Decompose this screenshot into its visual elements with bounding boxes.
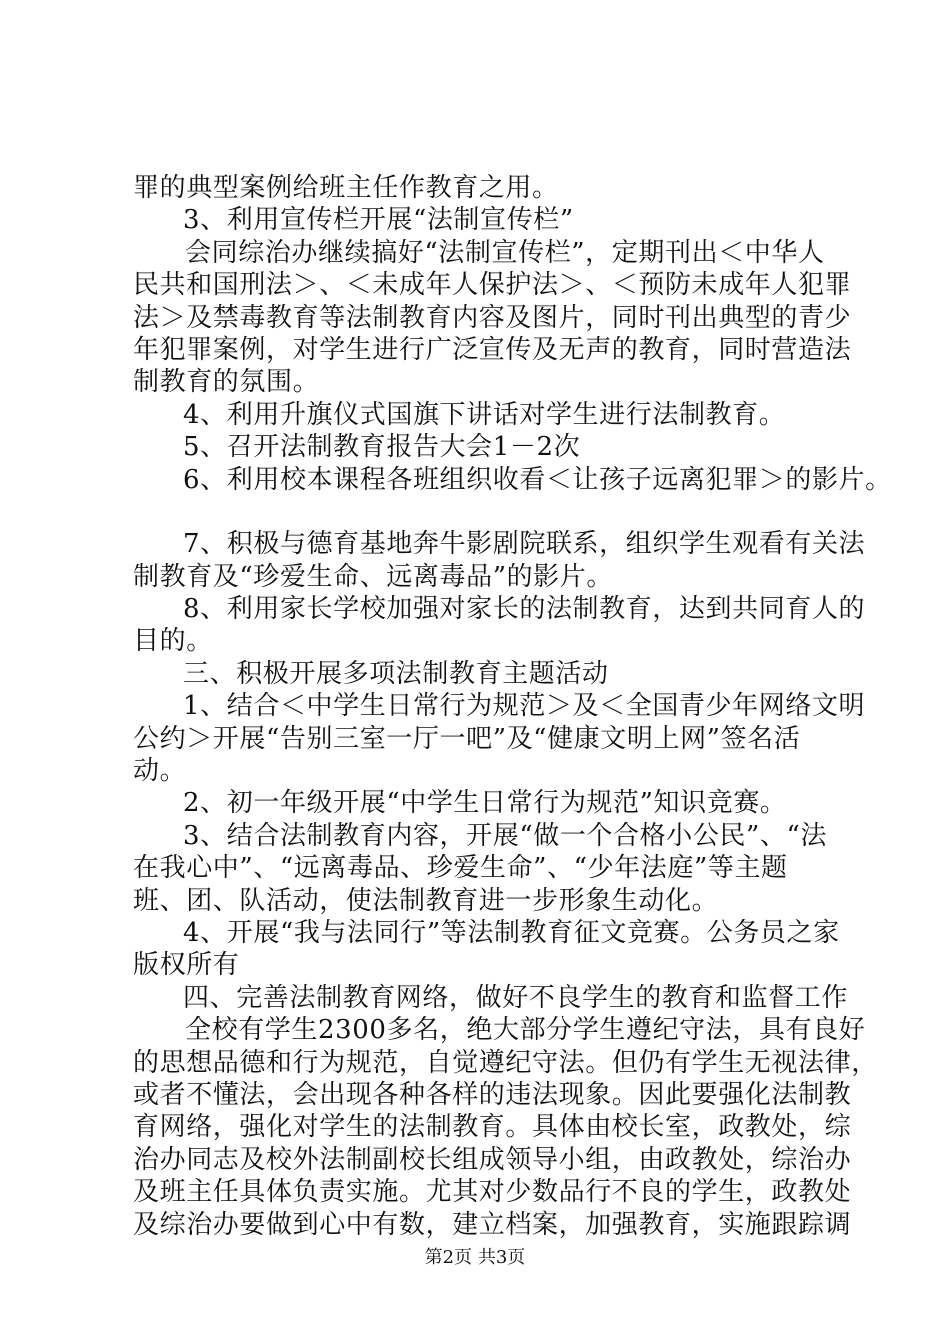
text-line: 目的。 [133,626,213,657]
text-line: 或者不懂法，会出现各种各样的违法现象。因此要强化法制教 [133,1079,852,1110]
page-number-footer: 第2页 共3页 [424,1247,526,1268]
text-line: 全校有学生2300多名，绝大部分学生遵纪守法，具有良好 [185,1015,866,1046]
text-line: 制教育的氛围。 [133,367,320,398]
text-line: 的思想品德和行为规范，自觉遵纪守法。但仍有学生无视法律， [133,1047,878,1078]
text-line: 4、开展“我与法同行”等法制教育征文竞赛。公务员之家 [183,917,840,948]
text-line: 1、结合＜中学生日常行为规范＞及＜全国青少年网络文明 [183,691,866,722]
text-line: 法＞及禁毒教育等法制教育内容及图片，同时刊出典型的青少 [133,302,852,333]
text-line: 民共和国刑法＞、＜未成年人保护法＞、＜预防未成年人犯罪 [133,270,852,301]
document-body [133,172,892,1241]
text-line: 在我心中”、“远离毒品、珍爱生命”、“少年法庭”等主题 [133,853,788,884]
text-line: 育网络，强化对学生的法制教育。具体由校长室，政教处，综 [133,1112,852,1143]
text-line: 4、利用升旗仪式国旗下讲话对学生进行法制教育。 [183,399,786,430]
text-line: 及综治办要做到心中有数，建立档案，加强教育，实施跟踪调 [133,1209,852,1240]
text-line: 制教育及“珍爱生命、远离毒品”的影片。 [133,561,613,592]
text-line: 8、利用家长学校加强对家长的法制教育，达到共同育人的 [183,594,866,625]
text-line: 会同综治办继续搞好“法制宣传栏”，定期刊出＜中华人 [185,237,825,268]
text-line: 7、积极与德育基地奔牛影剧院联系，组织学生观看有关法 [183,529,866,560]
text-line: 及班主任具体负责实施。尤其对少数品行不良的学生，政教处 [133,1177,852,1208]
text-line: 四、完善法制教育网络，做好不良学生的教育和监督工作 [183,982,849,1013]
text-line: 公约＞开展“告别三室一厅一吧”及“健康文明上网”签名活 [133,723,801,754]
text-line: 版权所有 [133,950,240,981]
text-line: 5、召开法制教育报告大会1－2次 [183,432,581,463]
text-line: 年犯罪案例，对学生进行广泛宣传及无声的教育，同时营造法 [133,334,852,365]
text-line: 罪的典型案例给班主任作教育之用。 [133,173,559,203]
text-line: 2、初一年级开展“中学生日常行为规范”知识竞赛。 [183,788,787,819]
text-line: 三、积极开展多项法制教育主题活动 [183,658,609,689]
blank-line [133,496,833,528]
text-line: 班、团、队活动，使法制教育进一步形象生动化。 [133,885,719,916]
text-line: 治办同志及校外法制副校长组成领导小组，由政教处，综治办 [133,1144,852,1175]
text-line: 3、结合法制教育内容，开展“做一个合格小公民”、“法 [183,820,828,851]
text-line: 3、利用宣传栏开展“法制宣传栏” [183,205,574,236]
text-line: 6、利用校本课程各班组织收看＜让孩子远离犯罪＞的影片。 [183,464,892,495]
text-line: 动。 [133,756,187,787]
